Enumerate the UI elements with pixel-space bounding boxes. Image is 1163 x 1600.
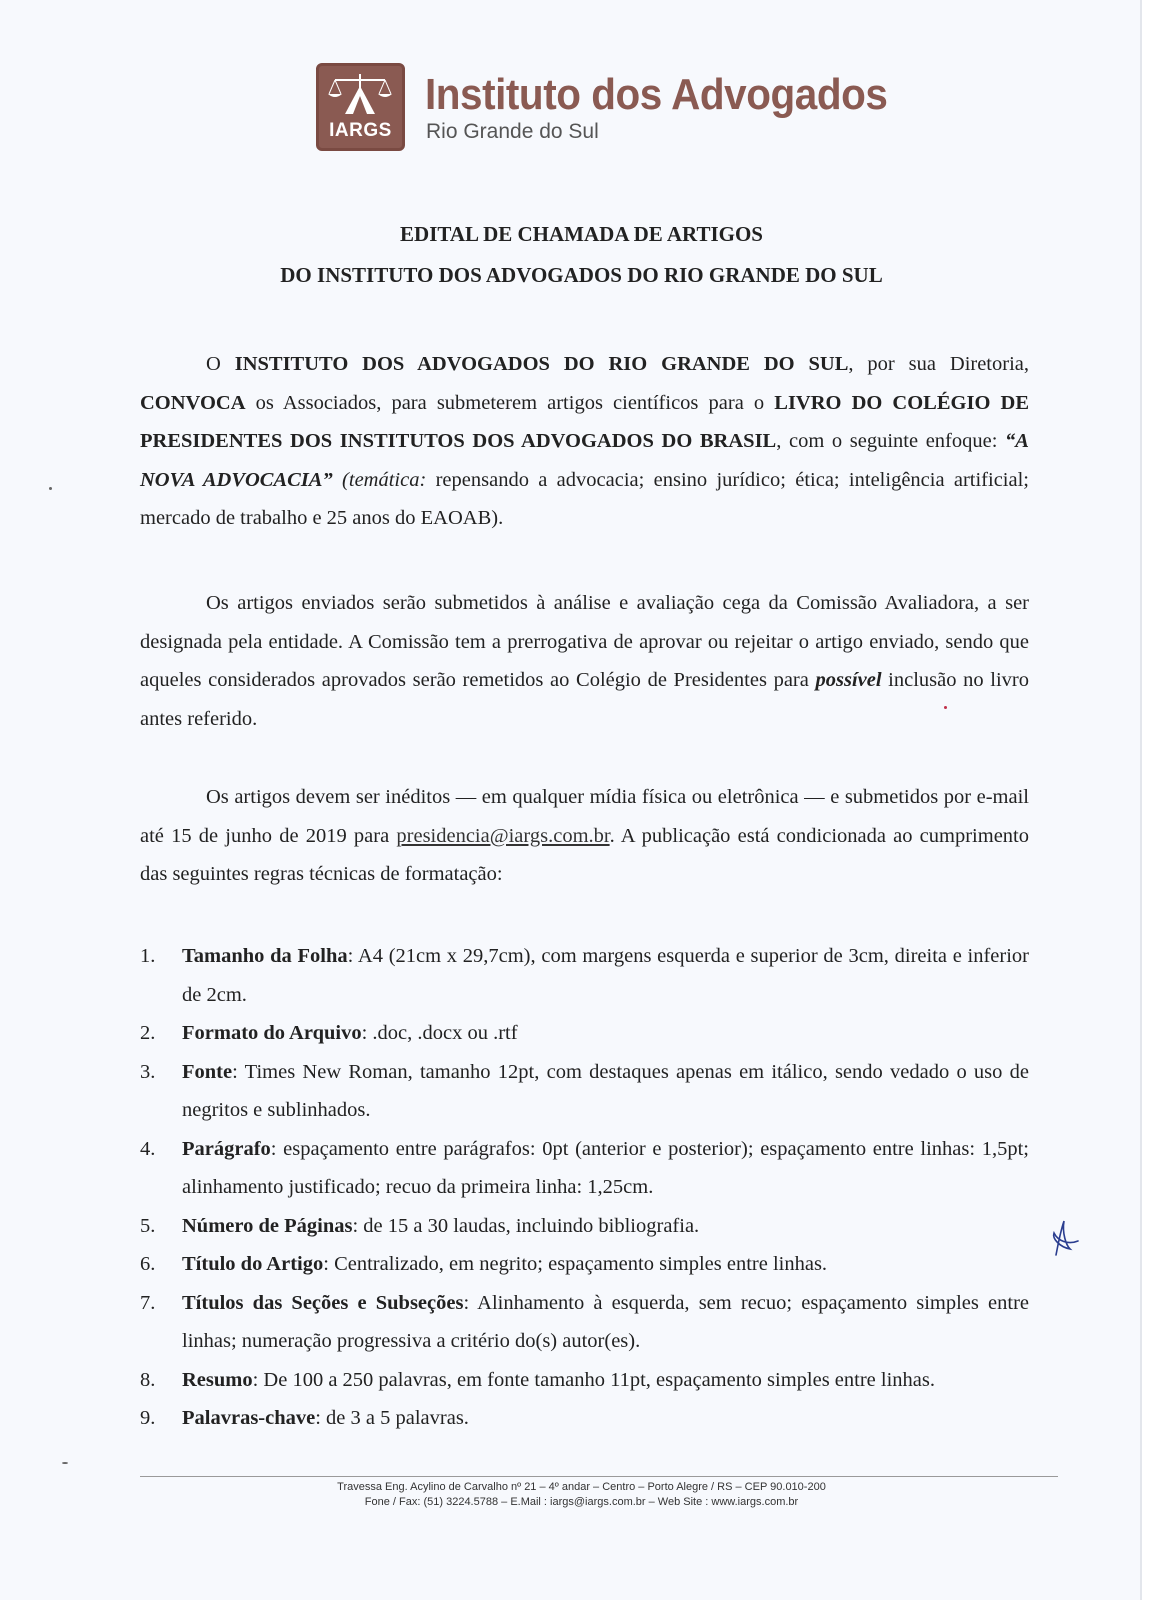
list-number: 2. xyxy=(140,1022,156,1044)
rule-label: Tamanho da Folha xyxy=(182,945,348,967)
paragraph-evaluation: Os artigos enviados serão submetidos à análise e avaliação cega da Comissão Avaliadora, a ser designada pela entidade. A Comissão tem a prerrogativa de aprovar ou rejeitar o artigo enviado, sendo que aqueles considerados aprovados serão remetidos ao Colégio de Presidentes para possível inclusão no livro antes referido. xyxy=(140,592,1029,730)
footer-contact: Fone / Fax: (51) 3224.5788 – E.Mail : iargs@iargs.com.br – Web Site : www.iargs.com.br xyxy=(364,1496,799,1508)
paragraph-submission: Os artigos devem ser inéditos — em qualquer mídia física ou eletrônica — e submetidos por e-mail até 15 de junho de 2019 para presidencia@iargs.com.br. A publicação está condicionada ao cumprimento das seguintes regras técnicas de formatação: xyxy=(140,786,1029,885)
rule-text: : De 100 a 250 palavras, em fonte tamanho 11pt, espaçamento simples entre linhas. xyxy=(252,1368,935,1391)
organization-subtitle: Rio Grande do Sul xyxy=(426,120,599,143)
document-title-line-1: EDITAL DE CHAMADA DE ARTIGOS xyxy=(400,222,763,246)
list-number: 9. xyxy=(140,1407,156,1429)
list-number: 5. xyxy=(140,1214,156,1237)
list-item xyxy=(140,1361,1029,1400)
list-item xyxy=(140,1014,1029,1053)
list-number: 8. xyxy=(140,1368,156,1391)
list-number: 7. xyxy=(140,1291,156,1314)
rule-text: : de 3 a 5 palavras. xyxy=(315,1407,469,1429)
rule-label: Formato do Arquivo xyxy=(182,1022,362,1044)
list-number: 4. xyxy=(140,1137,156,1160)
list-item xyxy=(140,1130,1029,1207)
list-number: 3. xyxy=(140,1060,156,1083)
formatting-rules-list xyxy=(140,937,1029,1438)
handwritten-initials-signature xyxy=(1048,1215,1082,1259)
rule-label: Palavras-chave xyxy=(182,1407,316,1429)
rule-label: Parágrafo xyxy=(182,1137,271,1160)
rule-label: Número de Páginas xyxy=(182,1214,353,1237)
logo-abbreviation: IARGS xyxy=(329,120,392,141)
rule-text: : de 15 a 30 laudas, incluindo bibliografia. xyxy=(352,1214,700,1237)
list-item xyxy=(140,1399,1029,1438)
scan-speck xyxy=(62,1462,68,1464)
rule-label: Fonte xyxy=(182,1060,233,1083)
iargs-logo xyxy=(316,63,405,151)
list-number: 6. xyxy=(140,1253,156,1275)
list-item xyxy=(140,1053,1029,1130)
scan-speck xyxy=(49,487,52,490)
footer-divider xyxy=(140,1476,1058,1477)
rule-label: Resumo xyxy=(182,1368,253,1391)
footer-address: Travessa Eng. Acylino de Carvalho nº 21 – 4º andar – Centro – Porto Alegre / RS – CEP 90.010-200 xyxy=(337,1481,826,1493)
list-item xyxy=(140,937,1029,1014)
rule-text: : A4 (21cm x 29,7cm), com margens esquerda e superior de 3cm, direita e inferior de 2cm. xyxy=(182,945,1029,1006)
paragraph-convocation: O INSTITUTO DOS ADVOGADOS DO RIO GRANDE DO SUL, por sua Diretoria, CONVOCA os Associados, para submeterem artigos científicos para o LIVRO DO COLÉGIO DE PRESIDENTES DOS INSTITUTOS DOS ADVOGADOS DO BRASIL, com o seguinte enfoque: “A NOVA ADVOCACIA” (temática: repensando a advocacia; ensino jurídico; ética; inteligência artificial; mercado de trabalho e 25 anos do EAOAB). xyxy=(140,353,1030,529)
rule-text: : Centralizado, em negrito; espaçamento simples entre linhas. xyxy=(323,1253,828,1275)
rule-text: : Times New Roman, tamanho 12pt, com destaques apenas em itálico, sendo vedado o uso de negritos e sublinhados. xyxy=(182,1060,1029,1121)
scales-of-justice-icon xyxy=(323,70,398,122)
rule-label: Títulos das Seções e Subseções xyxy=(182,1291,464,1314)
document-title-line-2: DO INSTITUTO DOS ADVOGADOS DO RIO GRANDE DO SUL xyxy=(280,263,883,287)
scan-speck xyxy=(944,706,947,709)
rule-text: : Alinhamento à esquerda, sem recuo; espaçamento simples entre linhas; numeração progressiva a critério do(s) autor(es). xyxy=(182,1291,1029,1352)
list-item xyxy=(140,1284,1029,1361)
rule-text: : espaçamento entre parágrafos: 0pt (anterior e posterior); espaçamento entre linhas: 1,5pt; alinhamento justificado; recuo da primeira linha: 1,25cm. xyxy=(182,1137,1029,1198)
list-item xyxy=(140,1207,1029,1246)
list-item xyxy=(140,1245,1029,1284)
email-link[interactable]: presidencia@iargs.com.br xyxy=(396,824,610,847)
organization-name: Instituto dos Advogados xyxy=(425,70,888,119)
rule-text: : .doc, .docx ou .rtf xyxy=(361,1022,518,1044)
list-number: 1. xyxy=(140,945,156,967)
rule-label: Título do Artigo xyxy=(182,1253,324,1275)
